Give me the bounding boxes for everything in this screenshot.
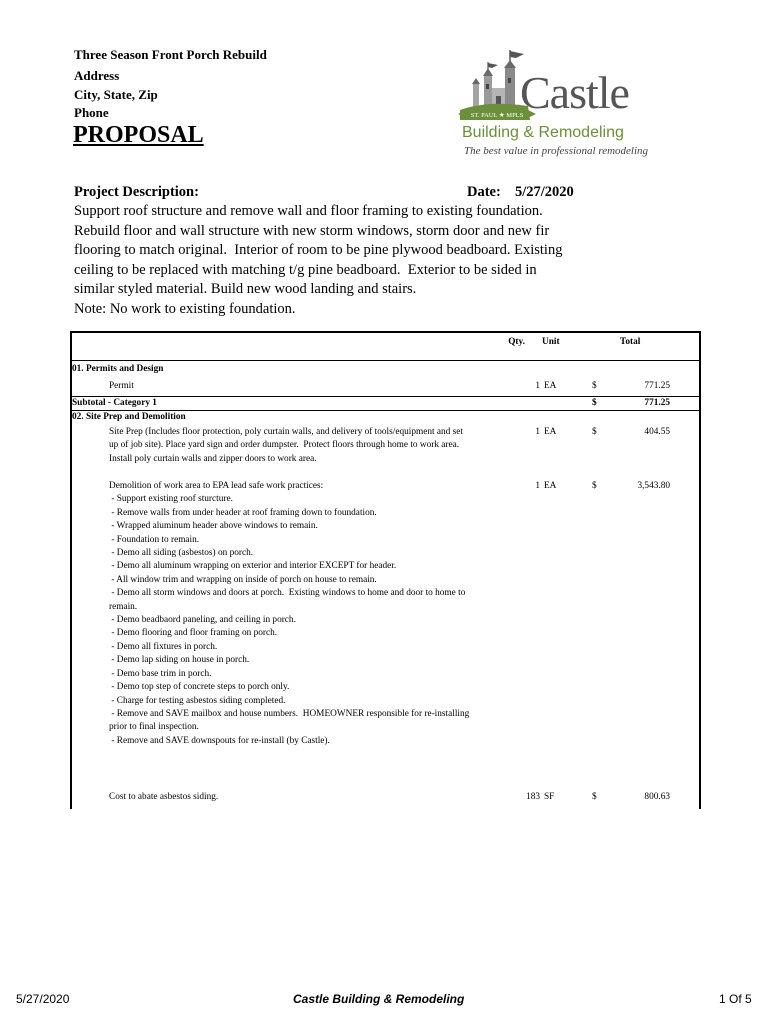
abatement-total: 800.63 [644,792,670,802]
demolition-line: - Remove and SAVE mailbox and house numbers. HOMEOWNER responsible for re-installing [109,708,470,719]
footer-company: Castle Building & Remodeling [293,992,465,1006]
permit-currency: $ [592,381,597,391]
demolition-line: - Charge for testing asbestos siding completed. [109,695,286,706]
project-description-label: Project Description: [74,184,199,200]
project-name: Three Season Front Porch Rebuild [74,47,267,62]
demolition-line: Demolition of work area to EPA lead safe work practices: [109,481,324,491]
city-state-zip: City, State, Zip [74,87,158,102]
demolition-line: - Demo lap siding on house in porch. [109,655,250,666]
date-value: 5/27/2020 [515,184,574,200]
description-line: Support roof structure and remove wall and floor framing to existing foundation. [74,203,543,219]
site-prep-unit: EA [544,427,557,437]
subtotal-label: Subtotal - Category 1 [72,398,157,408]
site-prep-qty: 1 [535,427,540,437]
abatement-currency: $ [592,792,597,802]
permit-qty: 1 [535,381,540,391]
site-prep-description [109,426,463,466]
site-prep-total: 404.55 [644,427,670,437]
description-line: Note: No work to existing foundation. [74,300,296,317]
description-line: similar styled material. Build new wood landing and stairs. [74,281,417,298]
logo-company-name: Castle [520,67,629,118]
demolition-line: - Demo top step of concrete steps to porch only. [109,682,290,693]
demolition-line: - All window trim and wrapping on inside of porch on house to remain. [109,574,377,585]
demolition-unit: EA [544,481,557,491]
site-prep-line: up of job site). Place yard sign and order dumpster. Protect floors through home to work area. [109,440,460,451]
site-prep-line: Site Prep (Includes floor protection, poly curtain walls, and delivery of tools/equipment and set [109,427,463,437]
subtotal-currency: $ [592,398,597,408]
demolition-line: - Demo beadbaord paneling, and ceiling in porch. [109,615,296,626]
demolition-line: prior to final inspection. [109,722,199,733]
logo-subtitle: Building & Remodeling [462,124,624,141]
demolition-description [109,480,469,748]
table-top-rule [70,331,701,333]
address: Address [74,68,120,83]
document-title: PROPOSAL [73,122,204,148]
demolition-line: - Demo all siding (asbestos) on porch. [109,548,254,559]
demolition-line: - Demo all aluminum wrapping on exterior and interior EXCEPT for header. [109,561,397,572]
category-2-title: 02. Site Prep and Demolition [72,412,186,422]
logo-banner-text: ST. PAUL ★ MPLS [470,112,524,119]
subtotal-top-rule [70,396,701,397]
site-prep-currency: $ [592,427,597,437]
demolition-qty: 1 [535,481,540,491]
footer-date: 5/27/2020 [16,992,70,1006]
abatement-description: Cost to abate asbestos siding. [109,792,219,802]
total-header: Total [620,337,641,347]
demolition-line: remain. [109,601,138,612]
demolition-line: - Foundation to remain. [109,534,200,545]
demolition-total: 3,543.80 [637,481,670,491]
phone: Phone [74,105,109,120]
demolition-line: - Demo base trim in porch. [109,668,212,679]
description-line: Rebuild floor and wall structure with new storm windows, storm door and new fir [74,222,550,239]
demolition-line: - Wrapped aluminum header above windows to remain. [109,521,318,532]
permit-description: Permit [109,381,134,391]
demolition-line: - Remove walls from under header at roof framing down to foundation. [109,507,377,518]
demolition-line: - Demo all storm windows and doors at porch. Existing windows to home and door to home to [109,588,466,599]
demolition-line: - Remove and SAVE downspouts for re-install (by Castle). [109,735,330,746]
permit-total: 771.25 [644,381,670,391]
footer-page-number: 1 Of 5 [719,992,752,1006]
description-line: flooring to match original. Interior of room to be pine plywood beadboard. Existing [74,242,563,259]
unit-header: Unit [542,337,560,347]
demolition-line: - Demo all fixtures in porch. [109,641,218,652]
demolition-currency: $ [592,481,597,491]
site-prep-line: Install poly curtain walls and zipper doors to work area. [109,453,317,464]
date-label: Date: [467,184,501,200]
description-line: ceiling to be replaced with matching t/g pine beadboard. Exterior to be sided in [74,261,537,278]
company-logo [458,48,663,160]
permit-unit: EA [544,381,557,391]
abatement-qty: 183 [526,792,540,802]
qty-header: Qty. [508,337,525,347]
category-1-title: 01. Permits and Design [72,364,164,374]
project-description-text [74,202,562,320]
abatement-unit: SF [544,792,555,802]
subtotal-total: 771.25 [644,398,670,408]
demolition-line: - Support existing roof sturcture. [109,494,233,505]
table-right-rule [699,331,701,809]
demolition-line: - Demo flooring and floor framing on porch. [109,628,278,639]
logo-tagline: The best value in professional remodeling [464,145,649,157]
header-bottom-rule [70,360,701,361]
